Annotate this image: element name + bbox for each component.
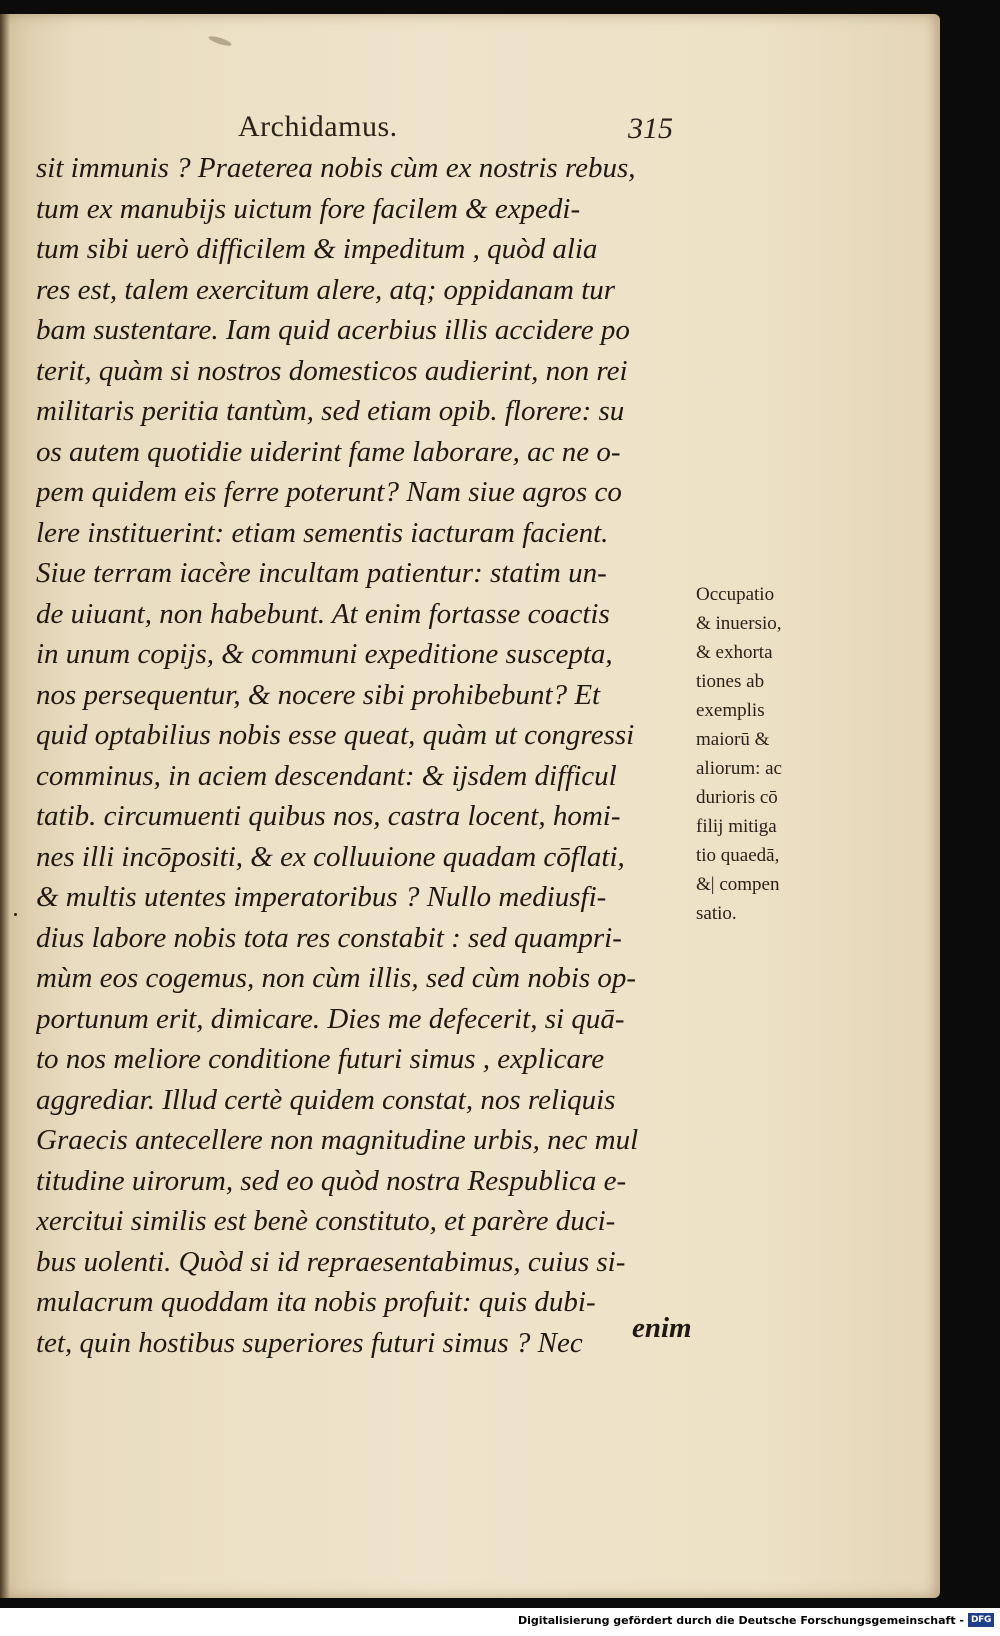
text-line: militaris peritia tantùm, sed etiam opib. florere: su [36,395,625,427]
marginal-note-line: aliorum: ac [696,758,782,779]
marginal-note-line: durioris cō [696,787,778,808]
marginal-note-line: Occupatio [696,584,775,605]
footer [0,1608,1000,1636]
text-line: & multis utentes imperatoribus ? Nullo mediusfi- [36,881,607,913]
text-line: lere instituerint: etiam sementis iacturam facient. [36,516,609,549]
marginal-note-line: maiorū & [696,729,770,750]
text-line: nes illi incōpositi, & ex colluuione quadam cōflati, [36,840,625,873]
text-line: bam sustentare. Iam quid acerbius illis accidere po [36,314,630,346]
text-line: quid optabilius nobis esse queat, quàm ut congressi [36,719,635,751]
marginal-note-line: &| compen [696,874,780,895]
text-line: comminus, in aciem descendant: & ijsdem difficul [36,759,617,792]
marginal-note-line: satio. [696,903,737,924]
text-line: tatib. circumuenti quibus nos, castra locent, homi- [36,800,621,832]
text-line: dius labore nobis tota res constabit : sed quampri- [36,921,622,954]
text-line: mùm eos cogemus, non cùm illis, sed cùm nobis op- [36,962,637,994]
text-line: sit immunis ? Praeterea nobis cùm ex nostris rebus, [36,152,636,184]
body-text [36,148,702,1363]
running-head: Archidamus. [238,110,398,143]
page-number: 315 [628,112,673,145]
text-line: Siue terram iacère incultam patientur: statim un- [36,557,607,589]
text-line: tum sibi uerò difficilem & impeditum , quòd alia [36,233,598,265]
text-line: res est, talem exercitum alere, atq; oppidanam tur [36,273,616,306]
text-line: in unum copijs, & communi expeditione suscepta, [36,638,613,670]
marginal-note-line: & inuersio, [696,613,782,634]
catchword: enim [632,1312,692,1344]
marginal-note-line: & exhorta [696,642,773,663]
footer-credit: Digitalisierung gefördert durch die Deutsche Forschungsgemeinschaft - [517,1614,964,1627]
text-line: xercitui similis est benè constituto, et parère duci- [36,1205,616,1237]
text-line: titudine uirorum, sed eo quòd nostra Respublica e- [36,1164,627,1197]
text-line: mulacrum quoddam ita nobis profuit: quis dubi- [36,1286,596,1318]
text-line: portunum erit, dimicare. Dies me defecerit, si quā- [36,1002,625,1035]
dfg-logo: DFG [968,1613,994,1627]
page-spine-shadow [0,14,10,1598]
text-line: bus uolenti. Quòd si id repraesentabimus, cuius si- [36,1245,626,1278]
text-line: de uiuant, non habebunt. At enim fortasse coactis [36,597,610,630]
marginal-note-line: filij mitiga [696,816,777,837]
marginal-note-line: tiones ab [696,671,765,692]
marginal-note-line: tio quaedā, [696,845,780,866]
text-line: terit, quàm si nostros domesticos audierint, non rei [36,354,628,387]
text-line: os autem quotidie uiderint fame laborare, ac ne o- [36,435,621,468]
text-line: aggrediar. Illud certè quidem constat, nos reliquis [36,1083,616,1116]
text-line: Graecis antecellere non magnitudine urbis, nec mul [36,1124,639,1156]
marginal-note [696,580,836,928]
marginal-note-line: exemplis [696,700,765,721]
text-line: pem quidem eis ferre poterunt? Nam siue agros co [36,476,622,508]
text-line: nos persequentur, & nocere sibi prohibebunt? Et [36,678,601,711]
text-line: tet, quin hostibus superiores futuri simus ? Nec [36,1326,583,1359]
text-line: tum ex manubijs uictum fore facilem & expedi- [36,192,581,225]
text-line: to nos meliore conditione futuri simus , explicare [36,1043,605,1075]
margin-dot [14,913,17,916]
